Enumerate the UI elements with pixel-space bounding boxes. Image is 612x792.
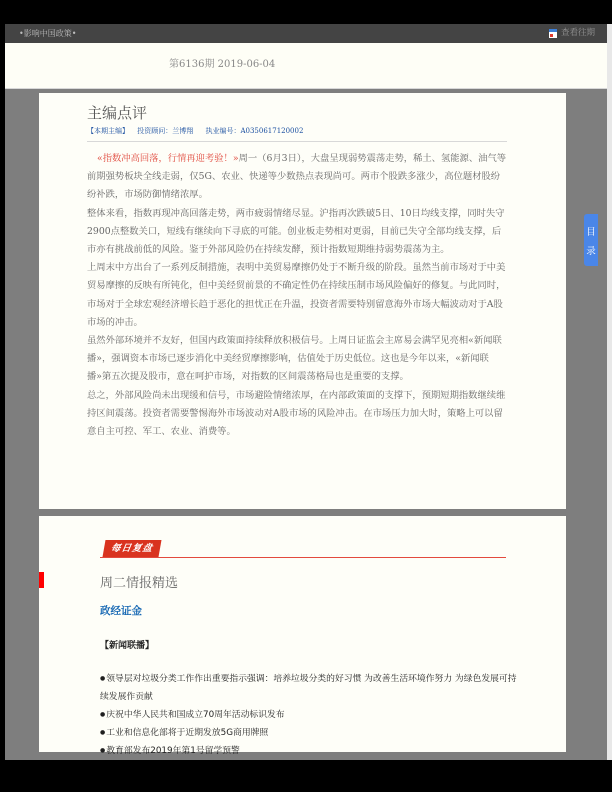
news-section-label: 【新闻联播】 <box>100 641 155 651</box>
top-bar <box>5 24 607 43</box>
calendar-icon <box>549 29 557 38</box>
editor-meta <box>87 126 303 136</box>
advisor-name: 投资顾问：兰博翔 <box>137 127 194 135</box>
paragraph: 整体来看，指数再现冲高回落走势，两市疲弱情绪尽显。沪指再次跌破5日、10日均线支撑，同时失守2900点整数关口，短线有继续向下寻底的可能。创业板走势相对更弱，目前已失守全部均线支撑，后市亦有挑战前低的风险。鉴于外部风险仍在持续发酵，预计指数短期维持弱势震荡为主。 <box>87 207 505 256</box>
list-item: ● 教育部发布2019年第1号留学预警 <box>100 742 520 760</box>
paragraph: 虽然外部环境并不友好，但国内政策面持续释放积极信号。上周日证监会主席易会满罕见亮相«新闻联播»，强调资本市场已逐步消化中美经贸摩擦影响，估值处于历史低位。这也是今年以来，«新闻联播»第五次提及股市，意在呵护市场，对指数的区间震荡格局也是重要的支撑。 <box>87 335 502 383</box>
section-marker-daily <box>39 572 44 588</box>
news-list <box>100 670 520 760</box>
history-button[interactable] <box>549 24 595 43</box>
paragraph: 总之，外部风险尚未出现缓和信号，市场避险情绪浓厚，在内部政策面的支撑下，预期短期指数继续维持区间震荡。投资者需要警惕海外市场波动对A股市场的风险冲击。在市场压力加大时，策略上可以留意自主可控、军工、农业、消费等。 <box>87 389 506 438</box>
daily-review-header <box>100 540 506 560</box>
history-label: 查看往期 <box>560 28 595 38</box>
daily-review-tag: 每日复盘 <box>103 540 162 557</box>
brand-label: •影响中国政策• <box>19 29 77 38</box>
toc-button[interactable] <box>584 214 598 266</box>
paragraph: «指数冲高回落，行情再迎考验！»周一（6月3日），大盘呈现弱势震荡走势，稀土、氢能源、油气等前期强势板块全线走弱，仅5G、农业、快递等少数热点表现尚可。两市个股跌多涨少，高位题材股纷纷补跌，市场防御情绪浓厚。 <box>87 153 507 201</box>
headline-link[interactable]: «指数冲高回落，行情再迎考验！» <box>97 153 239 164</box>
section-subtitle: 政经证金 <box>100 605 142 617</box>
list-item: ● 庆祝中华人民共和国成立70周年活动标识发布 <box>100 706 520 724</box>
section-title: 主编点评 <box>87 104 148 122</box>
toc-char: 录 <box>586 245 596 257</box>
list-item: ● 工业和信息化部将于近期发放5G商用牌照 <box>100 724 520 742</box>
app-frame <box>5 24 612 760</box>
issue-number-date: 第6136期 2019-06-04 <box>169 59 276 70</box>
divider <box>87 141 507 142</box>
list-item: ● 领导层对垃圾分类工作作出重要指示强调：培养垃圾分类的好习惯 为改善生活环境作努力 为绿色发展可持续发展作贡献 <box>100 670 520 706</box>
scrollbar[interactable] <box>607 24 612 760</box>
tag-underline <box>100 557 506 558</box>
review-body <box>87 150 507 441</box>
license-number: 执业编号：A0350617120002 <box>205 127 304 135</box>
issue-header <box>5 43 607 88</box>
toc-char: 目 <box>586 226 596 238</box>
editor-review-card <box>39 93 566 509</box>
section-title: 周二情报精选 <box>100 576 179 591</box>
paragraph: 上周末中方出台了一系列反制措施，表明中美贸易摩擦仍处于不断升级的阶段。虽然当前市场对于中美贸易摩擦的反映有所钝化，但中美经贸前景的不确定性仍在持续压制市场风险偏好的修复。与此同时，市场对于全球宏观经济增长趋于恶化的担忧正在升温，投资者需要特别留意海外市场大幅波动对于A股市场的冲击。 <box>87 262 506 328</box>
bottom-bar <box>0 760 612 792</box>
editor-label: 【本期主编】 <box>87 127 129 135</box>
daily-review-card <box>39 516 566 756</box>
